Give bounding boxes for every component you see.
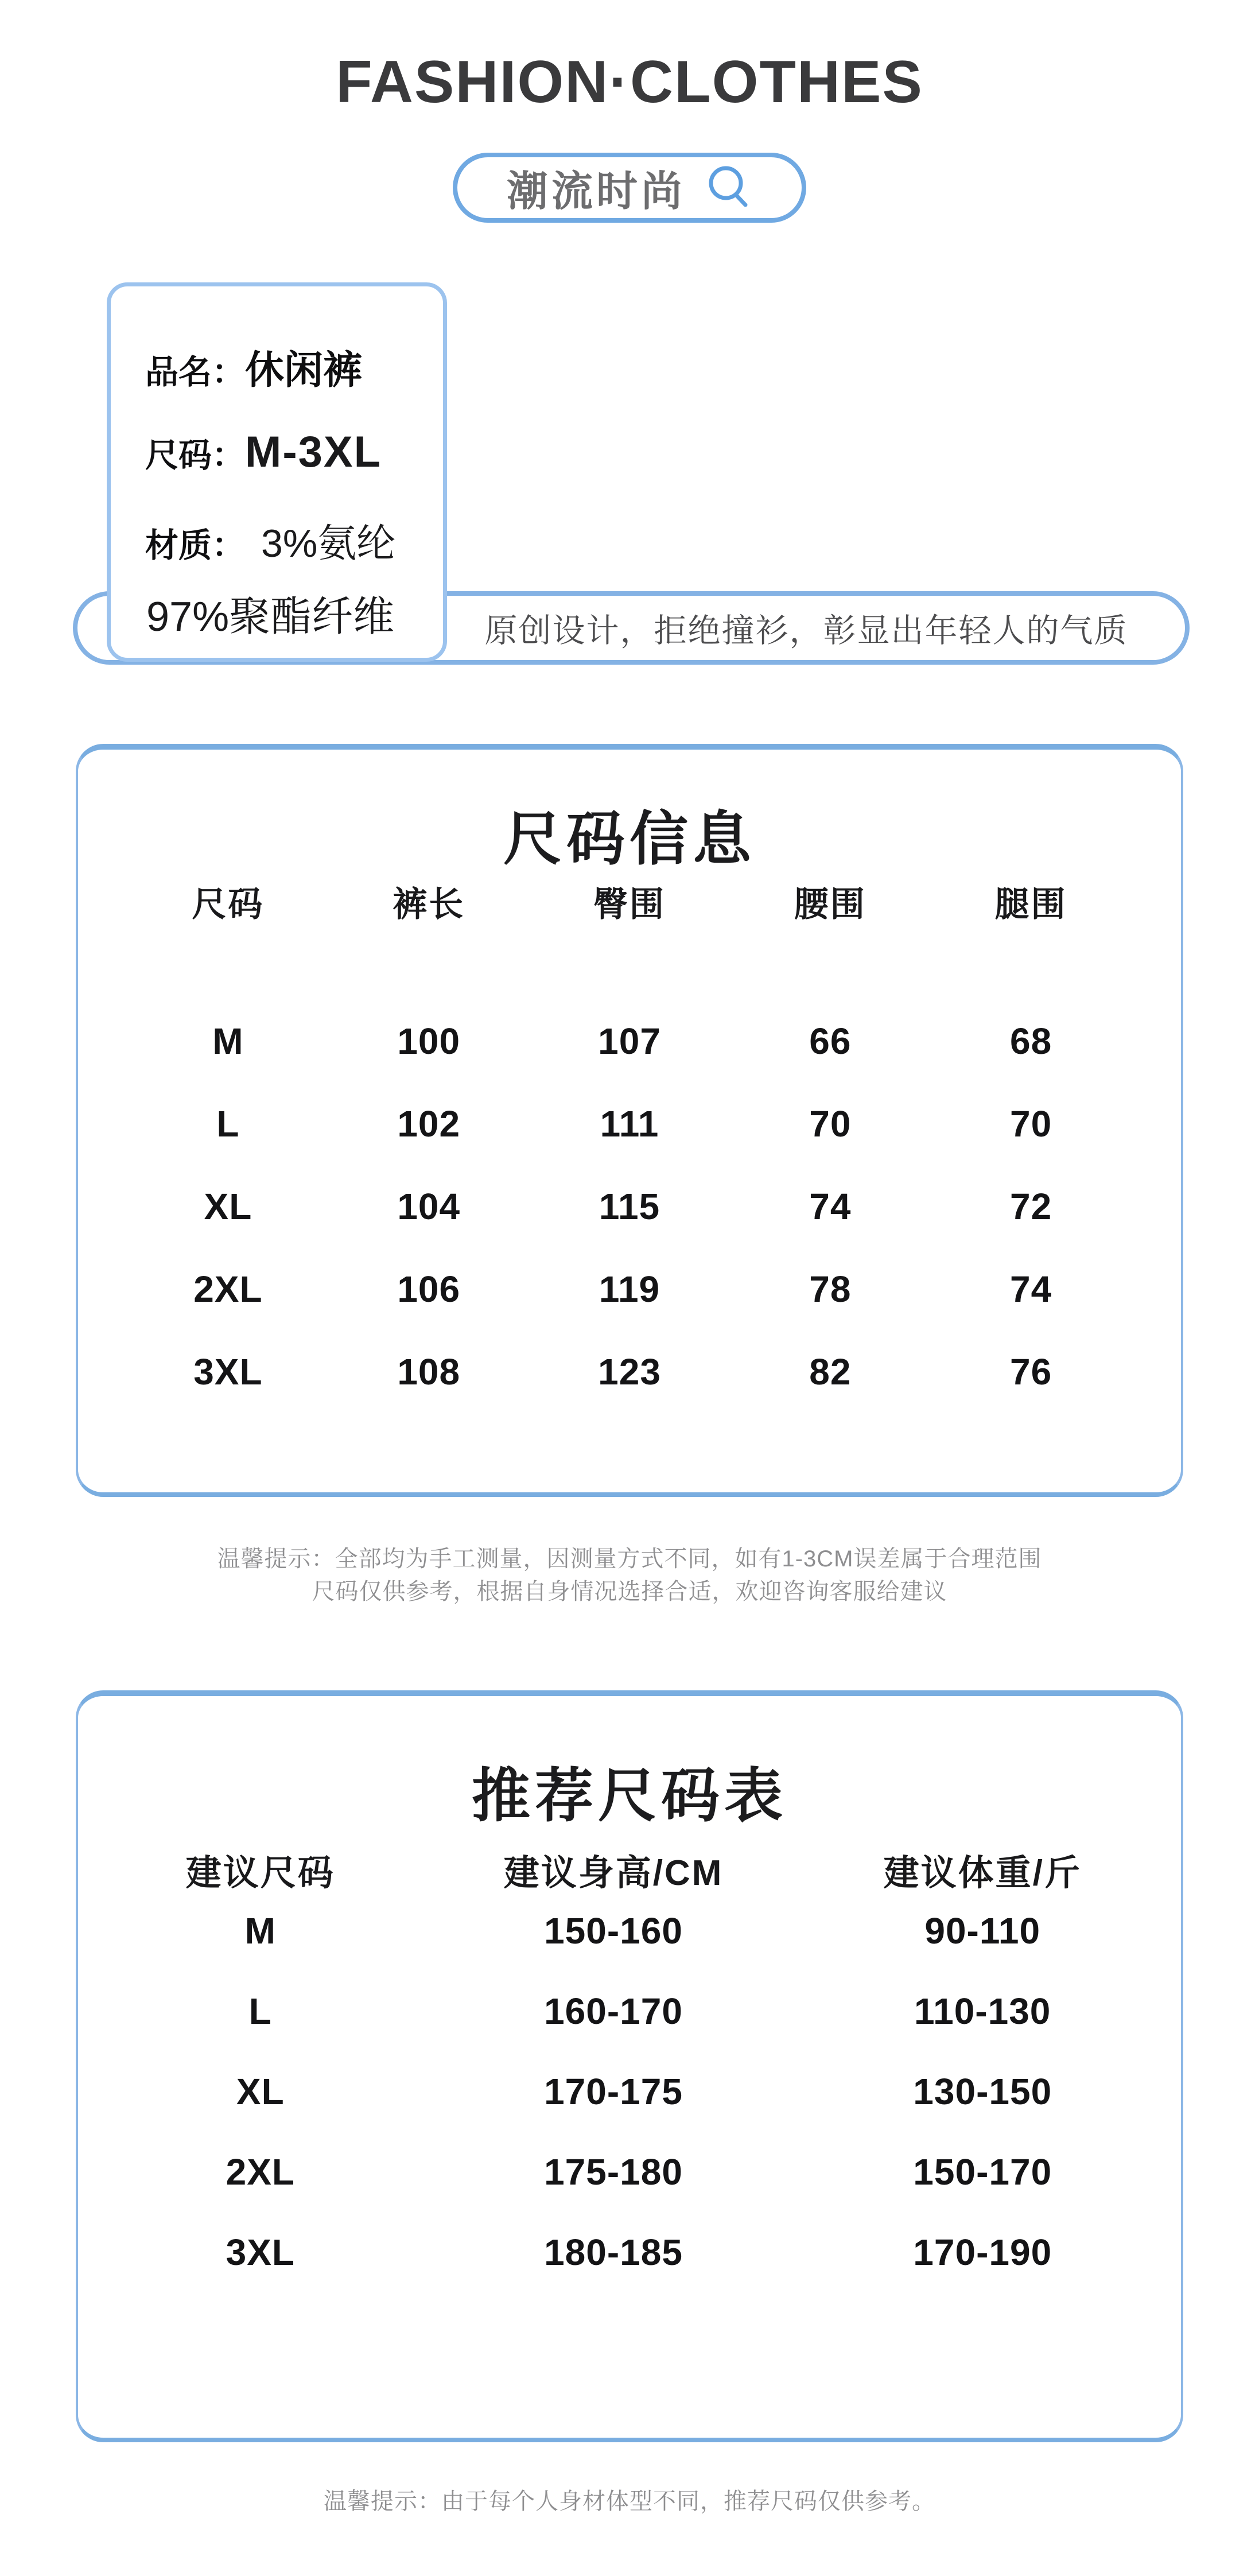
measure-cell: 72 <box>1010 1186 1052 1227</box>
recommend-note: 温馨提示：由于每个人身材体型不同，推荐尺码仅供参考。 <box>324 2489 935 2514</box>
recommend-size-panel <box>76 1690 1183 2442</box>
size-table-row <box>78 1103 1181 1145</box>
product-name-row <box>145 339 432 395</box>
product-material-row <box>145 513 432 568</box>
measure-cell: 108 <box>397 1351 461 1392</box>
measure-cell: 74 <box>1010 1268 1052 1310</box>
size-info-note <box>0 1543 1259 1608</box>
product-info-card <box>107 282 447 662</box>
recommend-col-header: 建议尺码 <box>185 1853 335 1893</box>
recommend-table-row <box>78 1910 1181 1952</box>
measure-cell: 70 <box>809 1103 852 1145</box>
measure-cell: 107 <box>598 1021 661 1062</box>
size-table-header <box>78 885 1181 924</box>
product-size-row <box>145 427 432 477</box>
recommend-col-header: 建议体重/斤 <box>883 1853 1082 1893</box>
measure-cell: 123 <box>598 1351 661 1392</box>
product-size-label: 尺码： <box>145 437 246 474</box>
size-info-note-line2: 尺码仅供参考，根据自身情况选择合适，欢迎咨询客服给建议 <box>312 1579 947 1604</box>
size-cell: M <box>212 1021 244 1062</box>
size-info-note-line1: 温馨提示：全部均为手工测量，因测量方式不同，如有1-3CM误差属于合理范围 <box>217 1546 1042 1572</box>
measure-cell: 119 <box>599 1268 660 1310</box>
measure-cell: 78 <box>809 1268 852 1310</box>
measure-cell: 106 <box>397 1268 461 1310</box>
measure-cell: 68 <box>1010 1021 1052 1062</box>
recommend-table-header <box>78 1854 1181 1893</box>
size-cell: 3XL <box>226 2232 295 2273</box>
recommend-table-row <box>78 2151 1181 2193</box>
size-cell: M <box>244 1910 276 1952</box>
size-table-row <box>78 1351 1181 1392</box>
weight-cell: 110-130 <box>914 1991 1051 2032</box>
search-icon <box>706 165 752 211</box>
recommend-table-row <box>78 1991 1181 2032</box>
measure-cell: 115 <box>599 1186 660 1227</box>
height-cell: 170-175 <box>544 2071 683 2112</box>
size-col-header: 裤长 <box>393 885 465 924</box>
recommend-table-row <box>78 2071 1181 2112</box>
size-col-header: 腰围 <box>794 885 866 924</box>
weight-cell: 130-150 <box>913 2071 1052 2112</box>
weight-cell: 150-170 <box>913 2151 1052 2193</box>
measure-cell: 82 <box>809 1351 852 1392</box>
size-cell: 2XL <box>193 1268 263 1310</box>
size-cell: XL <box>236 2071 285 2112</box>
size-cell: 2XL <box>226 2151 295 2193</box>
height-cell: 180-185 <box>544 2232 683 2273</box>
promo-banner-text: 原创设计，拒绝撞衫，彰显出年轻人的气质 <box>484 612 1128 649</box>
height-cell: 175-180 <box>544 2151 683 2193</box>
measure-cell: 70 <box>1010 1103 1052 1145</box>
fashion-badge <box>453 153 806 223</box>
product-name-label: 品名： <box>145 354 246 391</box>
product-name-value: 休闲裤 <box>245 348 363 392</box>
size-info-panel <box>76 744 1183 1497</box>
size-table-row <box>78 1186 1181 1227</box>
measure-cell: 66 <box>809 1021 852 1062</box>
size-cell: 3XL <box>193 1351 263 1392</box>
brand-title: FASHION·CLOTHES <box>336 49 923 115</box>
badge-label: 潮流时尚 <box>506 169 686 215</box>
size-cell: L <box>216 1103 240 1145</box>
size-cell: XL <box>204 1186 252 1227</box>
height-cell: 150-160 <box>544 1910 683 1952</box>
size-col-header: 臀围 <box>593 885 666 924</box>
measure-cell: 76 <box>1010 1351 1052 1392</box>
size-col-header: 腿围 <box>994 885 1067 924</box>
size-table-row <box>78 1268 1181 1310</box>
measure-cell: 111 <box>600 1103 659 1145</box>
measure-cell: 104 <box>397 1186 461 1227</box>
measure-cell: 100 <box>397 1021 461 1062</box>
weight-cell: 90-110 <box>924 1910 1041 1952</box>
measure-cell: 74 <box>809 1186 852 1227</box>
size-table-row <box>78 1021 1181 1062</box>
size-cell: L <box>248 1991 272 2032</box>
height-cell: 160-170 <box>544 1991 683 2032</box>
product-size-value: M-3XL <box>245 428 382 476</box>
weight-cell: 170-190 <box>913 2232 1052 2273</box>
product-material-value-1: 3%氨纶 <box>261 522 396 565</box>
recommend-title: 推荐尺码表 <box>472 1763 787 1829</box>
measure-cell: 102 <box>397 1103 461 1145</box>
product-material-label: 材质： <box>145 527 246 564</box>
product-material-value-2: 97%聚酯纤维 <box>146 594 395 640</box>
recommend-col-header: 建议身高/CM <box>503 1853 724 1893</box>
recommend-table-row <box>78 2232 1181 2273</box>
size-col-header: 尺码 <box>192 885 265 924</box>
size-info-title: 尺码信息 <box>503 806 756 872</box>
